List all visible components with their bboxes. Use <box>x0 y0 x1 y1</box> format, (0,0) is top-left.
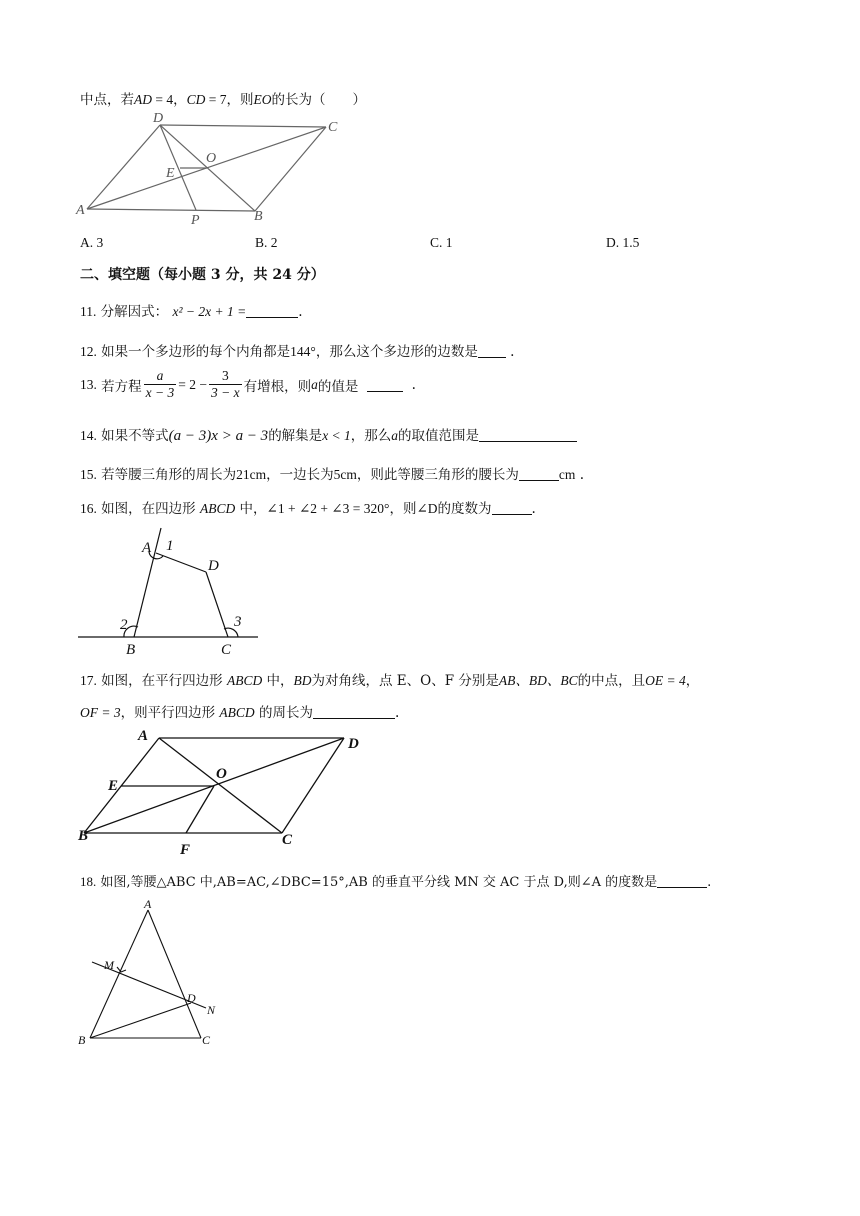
label-C: C <box>328 120 338 135</box>
answer-blank[interactable] <box>657 873 707 888</box>
label-D: D <box>153 111 164 126</box>
label-B: B <box>78 828 89 844</box>
label-E: E <box>108 778 119 794</box>
question-13: 13. 若方程 $\frac{a}{x - 3}$ = 2 − $\frac{3}{3 - x}$ 有增根，则 a 的值是 . <box>80 368 416 400</box>
question-17-line-1: 17. 如图，在平行四边形 ABCD 中，BD为对角线，点 E、O、F 分别是AB、BD、BC的中点，且OE = 4， <box>80 673 700 689</box>
question-14: 14. 如果不等式(a − 3)x > a − 3的解集是x < 1，那么a的取值范围是 <box>80 424 577 445</box>
question-17-line-2: OF = 3，则平行四边形 ABCD 的周长为 . <box>80 705 400 721</box>
option-a: A. 3 <box>80 235 104 250</box>
label-C: C <box>221 642 232 658</box>
label-A: A <box>138 728 149 744</box>
label-O: O <box>206 151 217 166</box>
question-12: 12. 如果一个多边形的每个内角都是144°，那么这个多边形的边数是 . <box>80 344 515 360</box>
label-C: C <box>282 832 293 848</box>
label-D: D <box>348 736 359 752</box>
label-D: D <box>187 991 196 1005</box>
label-E: E <box>166 166 175 181</box>
fraction-2: $\frac{3}{3 - x}$ <box>211 368 240 400</box>
label-D: D <box>208 558 219 574</box>
label-2: 2 <box>120 617 128 633</box>
label-A: A <box>142 540 152 556</box>
option-b: B. 2 <box>255 235 278 250</box>
answer-blank[interactable] <box>492 500 532 515</box>
figure-q10 <box>70 110 360 228</box>
option-c: C. 1 <box>430 235 453 250</box>
label-F: F <box>180 842 191 858</box>
label-C: C <box>202 1033 211 1047</box>
label-1: 1 <box>166 538 174 554</box>
answer-blank[interactable] <box>478 343 506 358</box>
answer-blank[interactable] <box>367 377 403 392</box>
label-B: B <box>254 209 263 224</box>
answer-blank[interactable] <box>479 427 577 442</box>
label-N: N <box>207 1003 216 1017</box>
question-18: 18. 如图,等腰△ABC 中,AB=AC,∠DBC=15°,AB 的垂直平分线 MN 交 AC 于点 D,则∠A 的度数是 . <box>80 874 712 890</box>
answer-blank[interactable] <box>519 466 559 481</box>
figure-q18 <box>74 896 234 1052</box>
question-11: 11. 分解因式： x² − 2x + 1 = . <box>80 304 303 320</box>
answer-blank[interactable] <box>313 704 395 719</box>
label-P: P <box>191 213 200 228</box>
answer-blank[interactable] <box>246 303 298 318</box>
figure-q17 <box>72 726 372 860</box>
label-3: 3 <box>234 614 242 630</box>
fraction-1: $\frac{a}{x - 3}$ <box>145 368 175 400</box>
label-O: O <box>216 766 227 782</box>
label-B: B <box>78 1033 86 1047</box>
q10-stem: 中点，若AD = 4，CD = 7，则EO的长为（ ） <box>80 92 367 108</box>
label-B: B <box>126 642 136 658</box>
label-M: M <box>104 958 114 972</box>
label-A: A <box>76 203 85 218</box>
question-16: 16. 如图，在四边形 ABCD 中，∠1 + ∠2 + ∠3 = 320°，则∠D的度数为 . <box>80 501 536 517</box>
option-d: D. 1.5 <box>606 235 640 250</box>
question-15: 15. 若等腰三角形的周长为21cm，一边长为5cm，则此等腰三角形的腰长为 cm . <box>80 467 585 483</box>
label-A: A <box>144 897 152 911</box>
figure-q16 <box>76 525 266 660</box>
section-title: 二、填空题（每小题 3 分，共 24 分） <box>80 267 325 283</box>
